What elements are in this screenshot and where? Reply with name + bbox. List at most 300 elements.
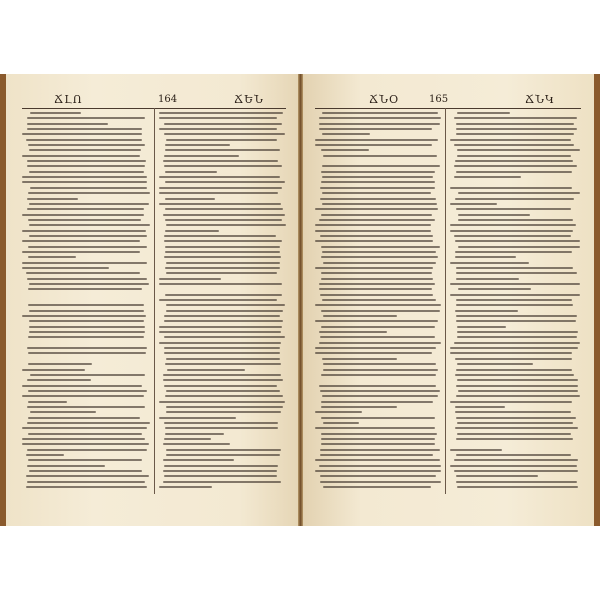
text-line [320,475,436,477]
book-spread [0,74,600,526]
text-line [28,256,76,258]
text-line [159,283,282,285]
text-line [27,278,147,280]
text-line [163,470,277,472]
text-line [454,176,521,178]
text-line [458,214,530,216]
text-line [315,347,436,349]
header-rule [315,108,581,109]
text-line [323,363,436,365]
text-line [159,401,285,403]
text-line [315,240,433,242]
text-line [450,401,572,403]
text-line [319,331,387,333]
text-line [28,304,144,306]
text-line [159,203,281,205]
text-line [22,133,142,135]
text-line [455,374,574,376]
text-line [456,475,538,477]
column-divider [154,108,155,494]
text-line [30,374,145,376]
text-line [457,149,580,151]
text-line [159,326,282,328]
text-line [166,304,285,306]
text-line [27,160,146,162]
text-line [165,433,224,435]
text-line [22,294,140,296]
text-line [321,406,397,408]
text-line [164,235,276,237]
text-line [320,454,433,456]
text-line [454,165,577,167]
text-line [27,449,147,451]
text-line [29,203,149,205]
text-line [321,214,432,216]
text-line [28,192,150,194]
text-line [450,139,571,141]
text-line [26,454,64,456]
text-line [30,112,81,114]
text-line [163,379,283,381]
text-line [28,336,144,338]
text-line [455,256,516,258]
text-line [164,422,278,424]
text-line [315,459,440,461]
text-line [455,240,580,242]
text-line [319,123,440,125]
text-line [323,369,438,371]
text-line [28,144,145,146]
text-line [323,486,431,488]
text-line [22,240,140,242]
text-line [26,486,147,488]
text-line [29,326,145,328]
text-line [458,192,580,194]
text-line [166,310,283,312]
text-line [166,358,280,360]
column-divider [445,108,446,494]
text-line [321,443,435,445]
text-line [456,267,573,269]
text-line [458,288,531,290]
text-line [159,176,280,178]
text-line [22,427,147,429]
text-line [27,208,144,210]
text-line [164,123,282,125]
text-line [22,358,144,360]
text-line [29,235,147,237]
text-line [26,475,149,477]
text-line [22,230,146,232]
text-line [22,267,109,269]
text-line [456,304,573,306]
text-line [27,347,147,349]
text-line [165,363,281,365]
text-line [323,422,359,424]
text-line [164,336,285,338]
text-line [456,123,574,125]
text-line [456,128,577,130]
text-line [164,256,281,258]
text-line [164,465,278,467]
text-line [28,363,92,365]
text-line [322,112,438,114]
text-line [321,272,432,274]
text-line [322,299,436,301]
text-line [450,187,572,189]
text-line [457,422,573,424]
text-line [22,395,144,397]
text-line [315,411,362,413]
text-line [166,262,280,264]
text-line [165,427,278,429]
text-line [450,203,497,205]
running-head-left: ՃՆՕ [369,93,400,106]
text-line [456,171,572,173]
right-page [303,74,594,526]
text-line [22,262,147,264]
text-line [322,133,370,135]
text-line [455,198,574,200]
text-line [22,443,149,445]
text-line [319,288,432,290]
text-line [450,224,576,226]
text-line [450,230,573,232]
text-line [166,411,281,413]
running-head-right: ՃՆԿ [525,93,555,106]
text-line [28,219,141,221]
text-line [455,310,518,312]
text-line [321,401,433,403]
text-line [165,171,217,173]
text-line [28,352,146,354]
text-line [165,251,280,253]
text-line [159,486,212,488]
text-line [29,224,150,226]
text-line [321,171,435,173]
text-line [166,224,286,226]
text-line [27,406,145,408]
text-line [456,438,573,440]
text-line [28,288,142,290]
text-line [454,235,571,237]
text-line [164,315,280,317]
text-line [22,369,85,371]
text-line [455,160,573,162]
text-line [27,165,145,167]
text-line [159,417,236,419]
text-line [455,406,505,408]
text-line [322,251,436,253]
text-line [22,315,146,317]
text-line [321,181,435,183]
text-line [457,433,571,435]
text-line [164,133,285,135]
text-line [320,390,440,392]
text-line [320,187,435,189]
text-line [457,336,577,338]
text-line [457,326,506,328]
text-column [22,112,150,494]
text-line [165,246,280,248]
text-line [159,288,277,290]
text-line [321,326,435,328]
text-line [27,481,145,483]
text-line [315,144,432,146]
text-line [22,181,147,183]
text-line [457,486,578,488]
text-line [22,342,145,344]
text-line [167,369,245,371]
text-line [321,417,435,419]
text-line [26,139,142,141]
text-line [456,299,572,301]
text-line [166,406,283,408]
text-line [455,427,578,429]
text-line [320,336,435,338]
text-line [456,454,571,456]
text-line [29,283,149,285]
text-line [322,176,433,178]
text-line [454,117,577,119]
text-line [22,176,147,178]
text-line [323,155,437,157]
text-line [322,358,397,360]
text-line [454,144,574,146]
text-line [457,379,578,381]
text-line [323,315,397,317]
text-line [456,395,580,397]
text-line [456,417,576,419]
text-line [455,251,572,253]
text-line [22,251,140,253]
text-line [164,475,277,477]
text-column [315,112,441,494]
text-line [457,363,533,365]
text-line [450,283,580,285]
text-line [27,198,78,200]
text-line [164,165,282,167]
page-number: 165 [429,94,449,105]
text-line [319,342,441,344]
text-line [22,155,140,157]
text-line [457,155,571,157]
page-number: 164 [158,94,178,105]
text-line [321,438,435,440]
text-line [165,181,285,183]
text-line [450,465,577,467]
text-line [164,347,280,349]
text-line [319,117,441,119]
text-line [456,133,574,135]
text-line [165,208,283,210]
text-line [450,443,578,445]
text-line [320,449,440,451]
text-line [29,320,144,322]
text-line [28,390,147,392]
text-line [455,358,572,360]
text-line [163,160,278,162]
text-column [450,112,581,494]
text-line [315,230,431,232]
text-line [164,320,283,322]
text-line [458,246,580,248]
text-line [458,219,573,221]
text-line [22,438,145,440]
text-line [166,454,280,456]
text-line [165,294,282,296]
text-line [320,198,436,200]
text-line [22,385,142,387]
text-line [315,208,438,210]
text-line [165,144,230,146]
left-page [6,74,298,526]
text-line [450,449,502,451]
text-line [315,304,441,306]
text-line [320,294,433,296]
text-line [321,433,437,435]
text-line [28,433,142,435]
text-line [450,262,529,264]
text-line [319,465,441,467]
text-line [29,310,144,312]
text-line [159,331,281,333]
text-line [165,198,215,200]
text-line [322,165,440,167]
text-line [315,470,441,472]
text-line [320,481,441,483]
text-line [321,374,436,376]
text-line [456,315,577,317]
text-line [27,128,142,130]
text-line [315,352,432,354]
text-line [165,230,219,232]
text-line [166,390,280,392]
text-line [166,272,277,274]
text-line [164,240,282,242]
text-line [321,246,440,248]
text-line [315,379,437,381]
text-line [323,262,436,264]
text-line [454,342,580,344]
text-line [164,155,239,157]
text-line [319,283,435,285]
text-line [315,427,435,429]
text-line [165,267,280,269]
text-line [315,267,433,269]
text-line [166,139,277,141]
running-head-right: ՃԵՆ [234,93,264,106]
text-line [319,128,432,130]
text-line [321,310,440,312]
text-line [450,347,578,349]
text-line [315,224,431,226]
text-line [315,160,438,162]
text-line [22,214,144,216]
text-line [458,390,578,392]
text-line [450,181,580,183]
text-line [159,299,277,301]
text-line [29,149,141,151]
text-line [165,395,283,397]
text-line [159,278,221,280]
text-line [322,192,431,194]
text-line [319,219,435,221]
text-line [22,299,73,301]
text-line [456,320,576,322]
text-line [164,438,211,440]
text-line [165,219,282,221]
text-line [159,342,281,344]
text-line [456,481,577,483]
text-line [315,320,438,322]
text-line [164,385,277,387]
text-line [163,459,234,461]
text-line [28,417,140,419]
text-line [29,331,145,333]
text-line [163,214,285,216]
text-line [159,117,277,119]
text-line [29,470,142,472]
text-line [319,385,436,387]
text-line [30,411,96,413]
text-line [456,278,519,280]
text-line [456,208,571,210]
text-line [450,294,580,296]
text-line [457,331,578,333]
text-line [28,246,147,248]
running-head-left: ՃԼՈ [54,93,83,106]
text-line [29,171,144,173]
text-line [456,369,572,371]
text-line [456,385,578,387]
text-line [322,395,438,397]
text-line [457,112,510,114]
text-line [159,112,283,114]
text-line [159,128,277,130]
text-line [165,149,280,151]
text-line [321,149,369,151]
text-line [163,374,281,376]
text-line [455,411,571,413]
text-line [27,465,105,467]
text-line [322,203,437,205]
text-line [321,256,438,258]
text-line [450,352,572,354]
text-line [27,379,91,381]
text-line [27,422,150,424]
text-line [166,449,281,451]
text-line [28,401,67,403]
text-line [163,481,281,483]
text-line [159,187,282,189]
text-line [454,470,578,472]
text-line [320,235,433,237]
text-line [164,352,280,354]
text-line [27,117,145,119]
text-column [159,112,286,494]
text-line [26,272,140,274]
text-line [321,278,433,280]
text-line [454,459,578,461]
text-line [315,139,438,141]
text-line [27,123,108,125]
text-line [456,272,577,274]
text-line [163,443,230,445]
text-line [28,459,142,461]
text-line [30,187,147,189]
text-line [159,192,278,194]
